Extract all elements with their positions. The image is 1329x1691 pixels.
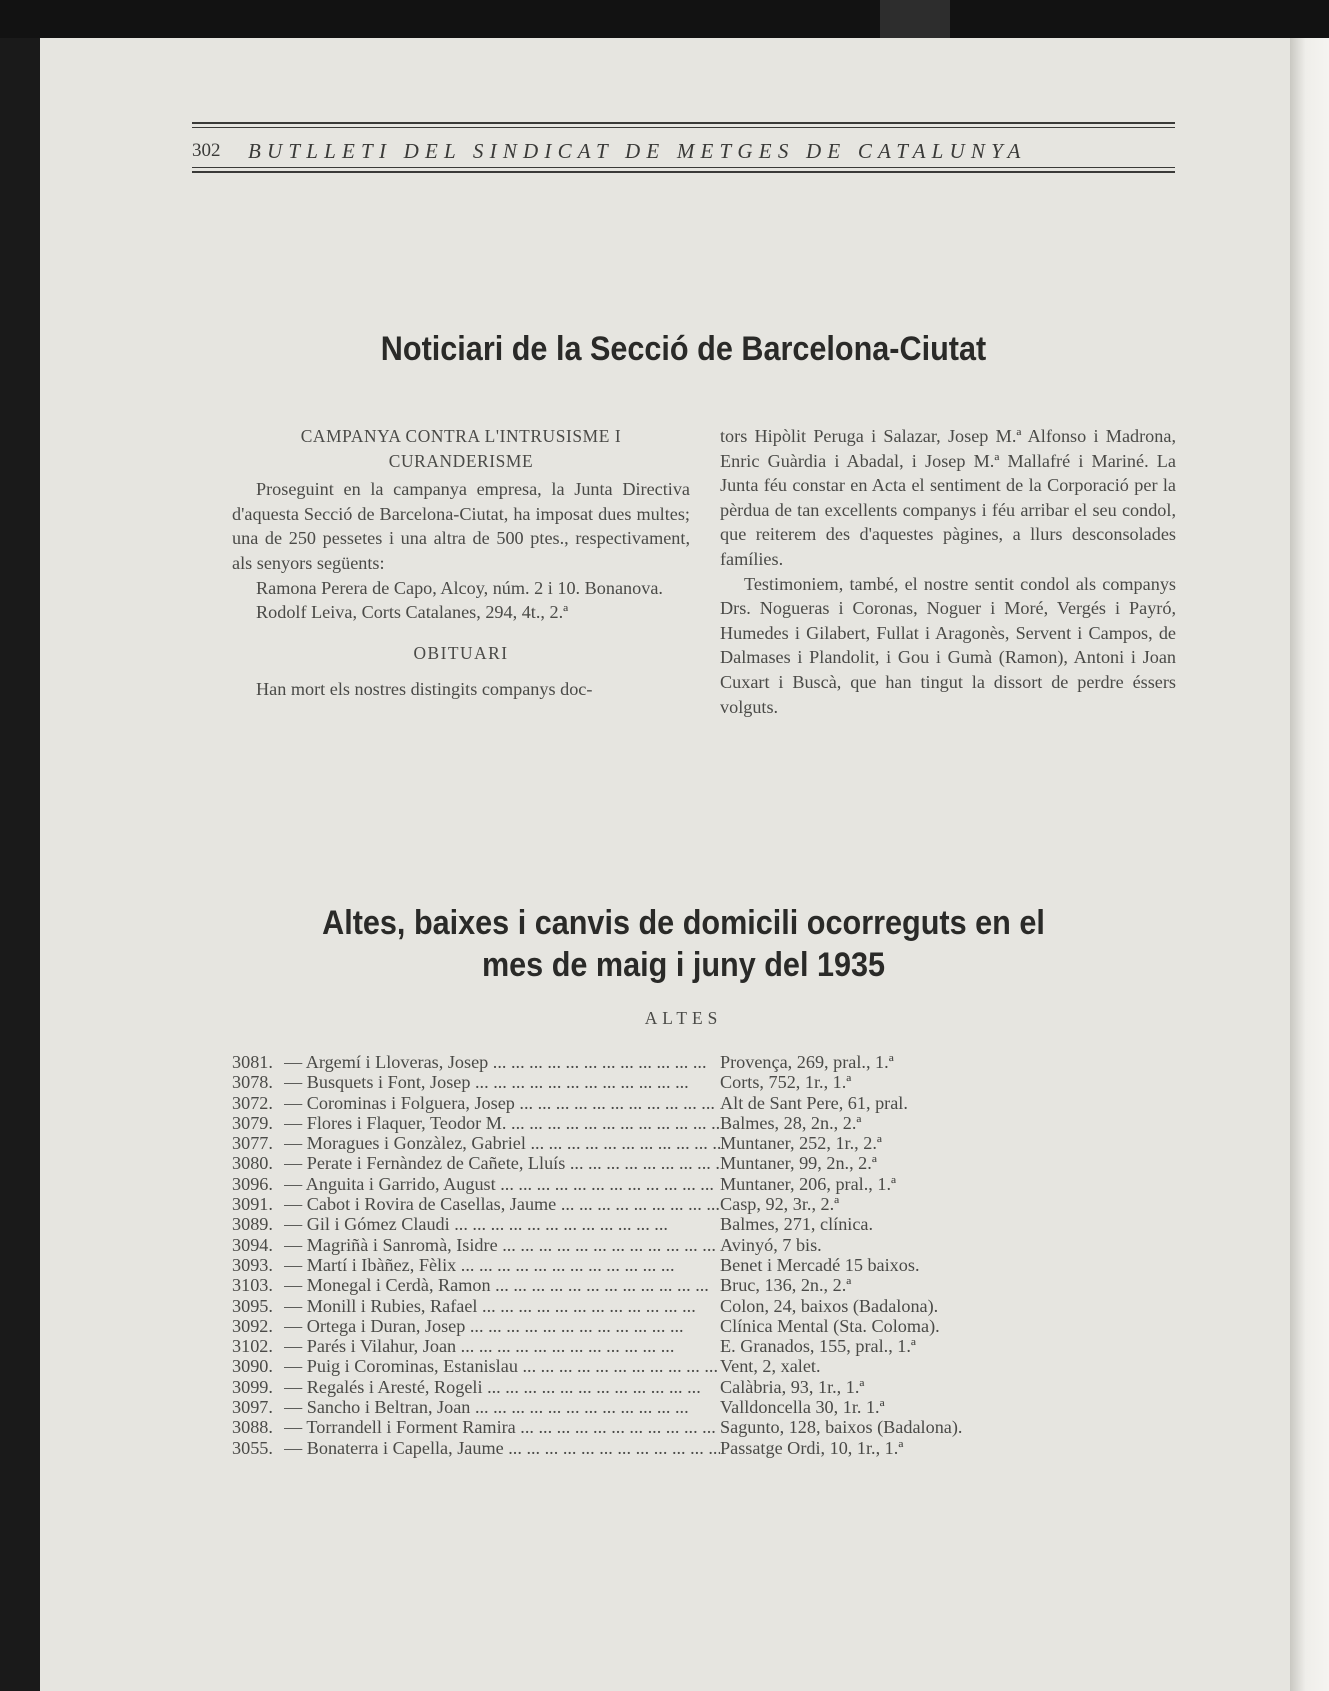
list-item	[232, 1296, 1062, 1316]
scan-page-edge	[1290, 38, 1329, 1691]
list-item	[232, 1153, 1062, 1173]
paragraph-obituari-1: Han mort els nostres distingits companys doc-	[256, 679, 593, 700]
heading-campanya-line1: CAMPANYA CONTRA L'INTRUSISME I	[300, 426, 622, 446]
entry-name: — Flores i Flaquer, Teodor M. ... .	[284, 1113, 920, 1133]
subheading-altes: ALTES	[644, 1008, 723, 1028]
entry-addr: Balmes, 271, clínica.	[720, 1214, 1062, 1234]
section-title-altes-line1: Altes, baixes i canvis de domicili ocorreguts en el	[322, 904, 1045, 942]
entry-num: 3088.	[232, 1417, 273, 1438]
entry-addr: Muntaner, 252, 1r., 2.ª	[720, 1133, 1062, 1153]
entry-name: — Gil i Gómez Claudi ... .	[284, 1214, 920, 1234]
list-item	[232, 1336, 1062, 1356]
list-item	[232, 1194, 1062, 1214]
entry-num: 3102.	[232, 1336, 273, 1357]
list-item	[232, 1093, 1062, 1113]
section-title-altes-line2: mes de maig i juny del 1935	[481, 946, 886, 984]
entry-addr: Sagunto, 128, baixos (Badalona).	[720, 1417, 1062, 1437]
entry-num: 3103.	[232, 1275, 273, 1296]
heading-campanya-line2: CURANDERISME	[388, 450, 534, 471]
entry-addr: Benet i Mercadé 15 baixos.	[720, 1255, 1062, 1275]
entry-name: — Puig i Corominas, Estanislau ... .	[284, 1356, 920, 1376]
running-header	[192, 132, 1175, 170]
entry-num: 3078.	[232, 1072, 273, 1093]
entry-num: 3099.	[232, 1376, 273, 1397]
left-column	[232, 424, 690, 702]
entry-addr: Clínica Mental (Sta. Coloma).	[720, 1316, 1062, 1336]
paragraph-campanya-1: Proseguint en la campanya empresa, la Junta Directiva d'aquesta Secció de Barcelona-Ciutat, ha imposat dues multes; una de 250 pessetes i una altra de 500 ptes., respectivament, als senyors següents:	[232, 479, 690, 573]
list-item	[232, 1133, 1062, 1153]
entry-num: 3089.	[232, 1214, 273, 1235]
entry-num: 3072.	[232, 1092, 273, 1113]
entry-num: 3092.	[232, 1315, 273, 1336]
entry-name: — Martí i Ibàñez, Fèlix ... .	[284, 1255, 920, 1275]
entry-name: — Parés i Vilahur, Joan ... .	[284, 1336, 920, 1356]
entry-name: — Cabot i Rovira de Casellas, Jaume ... .	[284, 1194, 920, 1214]
entry-num: 3091.	[232, 1194, 273, 1215]
paragraph-campanya-2: Ramona Perera de Capo, Alcoy, núm. 2 i 10. Bonanova.	[256, 577, 663, 598]
entry-num: 3090.	[232, 1356, 273, 1377]
list-item	[232, 1438, 1062, 1458]
entry-name: — Anguita i Garrido, August ... .	[284, 1174, 920, 1194]
scan-top-border	[0, 0, 1329, 38]
list-item	[232, 1214, 1062, 1234]
list-item	[232, 1275, 1062, 1295]
list-item	[232, 1235, 1062, 1255]
heading-obituari: OBITUARI	[413, 642, 509, 663]
entry-name: — Torrandell i Forment Ramira ... .	[284, 1417, 920, 1437]
entry-num: 3097.	[232, 1397, 273, 1418]
entry-addr: Balmes, 28, 2n., 2.ª	[720, 1113, 1062, 1133]
page-number: 302	[192, 140, 221, 161]
list-item	[232, 1356, 1062, 1376]
entry-addr: Provença, 269, pral., 1.ª	[720, 1052, 1062, 1072]
header-rule-top-thin	[192, 127, 1175, 128]
entry-addr: Bruc, 136, 2n., 2.ª	[720, 1275, 1062, 1295]
heading-campanya	[232, 424, 690, 473]
list-item	[232, 1072, 1062, 1092]
entry-name: — Magriñà i Sanromà, Isidre ... .	[284, 1235, 920, 1255]
entry-addr: Vent, 2, xalet.	[720, 1356, 1062, 1376]
entry-addr: Muntaner, 206, pral., 1.ª	[720, 1174, 1062, 1194]
list-item	[232, 1417, 1062, 1437]
entry-addr: E. Granados, 155, pral., 1.ª	[720, 1336, 1062, 1356]
entry-name: — Monegal i Cerdà, Ramon ... .	[284, 1275, 920, 1295]
list-item	[232, 1397, 1062, 1417]
right-column	[720, 424, 1176, 719]
journal-title: BUTLLETI DEL SINDICAT DE METGES DE CATALUNYA	[248, 139, 1027, 163]
section-title-altes	[241, 902, 1126, 986]
entry-name: — Busquets i Font, Josep ... .	[284, 1072, 920, 1092]
header-rule-top	[192, 122, 1175, 124]
entry-name: — Ortega i Duran, Josep ... .	[284, 1316, 920, 1336]
paragraph-obituari-1-continued: tors Hipòlit Peruga i Salazar, Josep M.ª Alfonso i Madrona, Enric Guàrdia i Abadal, i Josep M.ª Mallafré i Mariné. La Junta féu constar en Acta el sentiment de la Corporació per la pèrdua de tan excellents companys i féu arribar el seu condol, que reiterem des d'aquestes pàgines, a llurs desconsolades famílies.	[720, 426, 1176, 569]
entry-num: 3077.	[232, 1133, 273, 1154]
header-rule-bottom	[192, 171, 1175, 173]
entry-name: — Regalés i Aresté, Rogeli ... .	[284, 1377, 920, 1397]
entry-addr: Valldoncella 30, 1r. 1.ª	[720, 1397, 1062, 1417]
list-item	[232, 1174, 1062, 1194]
entry-addr: Passatge Ordi, 10, 1r., 1.ª	[720, 1438, 1062, 1458]
entry-addr: Alt de Sant Pere, 61, pral.	[720, 1093, 1062, 1113]
entry-num: 3093.	[232, 1254, 273, 1275]
entry-addr: Calàbria, 93, 1r., 1.ª	[720, 1377, 1062, 1397]
list-item	[232, 1113, 1062, 1133]
entry-num: 3079.	[232, 1112, 273, 1133]
altes-list	[232, 1052, 1062, 1458]
list-item	[232, 1255, 1062, 1275]
entry-addr: Muntaner, 99, 2n., 2.ª	[720, 1153, 1062, 1173]
list-item	[232, 1052, 1062, 1072]
entry-num: 3081.	[232, 1052, 273, 1072]
entry-addr: Avinyó, 7 bis.	[720, 1235, 1062, 1255]
entry-name: — Corominas i Folguera, Josep ... .	[284, 1093, 920, 1113]
paragraph-obituari-2: Testimoniem, també, el nostre sentit condol als companys Drs. Nogueras i Coronas, Noguer i Moré, Vergés i Payró, Humedes i Gilabert, Fullat i Aragonès, Servent i Campos, de Dalmases i Plandolit, i Gou i Gumà (Ramon), Antoni i Joan Cuxart i Buscà, que han tingut la dissort de perdre éssers volguts.	[720, 573, 1176, 717]
entry-addr: Casp, 92, 3r., 2.ª	[720, 1194, 1062, 1214]
section-title-noticiari: Noticiari de la Secció de Barcelona-Ciutat	[380, 330, 987, 368]
entry-addr: Corts, 752, 1r., 1.ª	[720, 1072, 1062, 1092]
entry-addr: Colon, 24, baixos (Badalona).	[720, 1296, 1062, 1316]
paragraph-campanya-3: Rodolf Leiva, Corts Catalanes, 294, 4t., 2.ª	[256, 602, 569, 623]
entry-name: — Sancho i Beltran, Joan ... .	[284, 1397, 920, 1417]
entry-name: — Perate i Fernàndez de Cañete, Lluís ... .	[284, 1153, 920, 1173]
entry-num: 3080.	[232, 1153, 273, 1174]
entry-num: 3055.	[232, 1437, 273, 1458]
entry-num: 3095.	[232, 1295, 273, 1316]
entry-num: 3094.	[232, 1234, 273, 1255]
list-item	[232, 1377, 1062, 1397]
entry-name: — Argemí i Lloveras, Josep ... .	[284, 1052, 920, 1072]
entry-name: — Moragues i Gonzàlez, Gabriel ... .	[284, 1133, 920, 1153]
entry-num: 3096.	[232, 1173, 273, 1194]
entry-name: — Bonaterra i Capella, Jaume ... .	[284, 1438, 920, 1458]
entry-name: — Monill i Rubies, Rafael ... .	[284, 1296, 920, 1316]
list-item	[232, 1316, 1062, 1336]
